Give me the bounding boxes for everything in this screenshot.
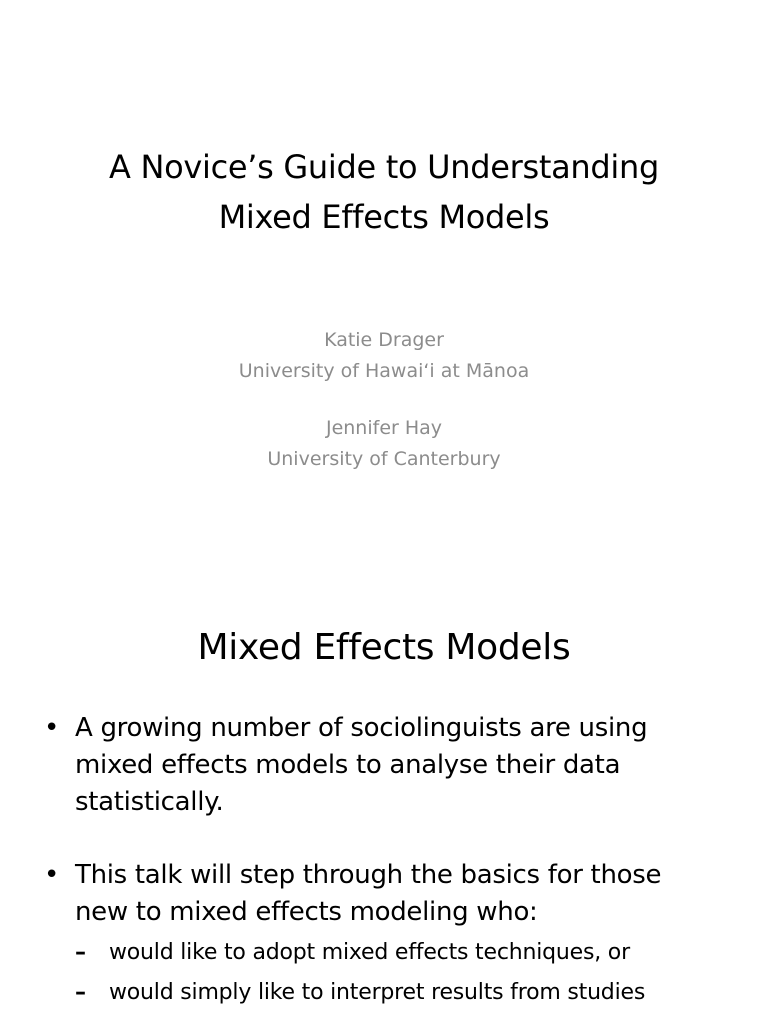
author-list [40, 325, 728, 501]
author-name: Jennifer Hay [325, 417, 443, 439]
author-affiliation: University of Canterbury [267, 448, 501, 470]
bullet-marker: • [44, 713, 60, 743]
sub-bullet-text: would like to adopt mixed effects techniques, or [109, 940, 630, 965]
bullet-text [75, 710, 744, 821]
bullet-list [44, 710, 744, 1013]
content-slide [0, 576, 768, 1024]
bullet-line: mixed effects models to analyse their data [75, 750, 621, 780]
bullet-text [75, 857, 744, 931]
author-name: Katie Drager [324, 329, 444, 351]
sub-bullet-text: would simply like to interpret results from studies [109, 980, 646, 1005]
sub-bullet-item [75, 973, 744, 1013]
bullet-marker: • [44, 860, 60, 890]
title-line: A Novice’s Guide to Understanding [108, 148, 659, 186]
sub-bullet-marker: – [75, 980, 86, 1005]
bullet-item [44, 710, 744, 821]
presentation-title [40, 142, 728, 242]
author-affiliation: University of Hawaiʻi at Mānoa [238, 360, 530, 382]
slide-title: Mixed Effects Models [197, 627, 571, 668]
sub-bullet-list [75, 933, 744, 1013]
sub-bullet-marker: – [75, 940, 86, 965]
bullet-item [44, 857, 744, 1013]
bullet-line: statistically. [75, 787, 224, 817]
sub-bullet-item [75, 933, 744, 973]
author-block [40, 325, 728, 387]
title-line: Mixed Effects Models [218, 198, 550, 236]
bullet-line: This talk will step through the basics for those [75, 860, 662, 890]
bullet-line: A growing number of sociolinguists are using [75, 713, 648, 743]
bullet-line: new to mixed effects modeling who: [75, 897, 538, 927]
author-block [40, 413, 728, 475]
